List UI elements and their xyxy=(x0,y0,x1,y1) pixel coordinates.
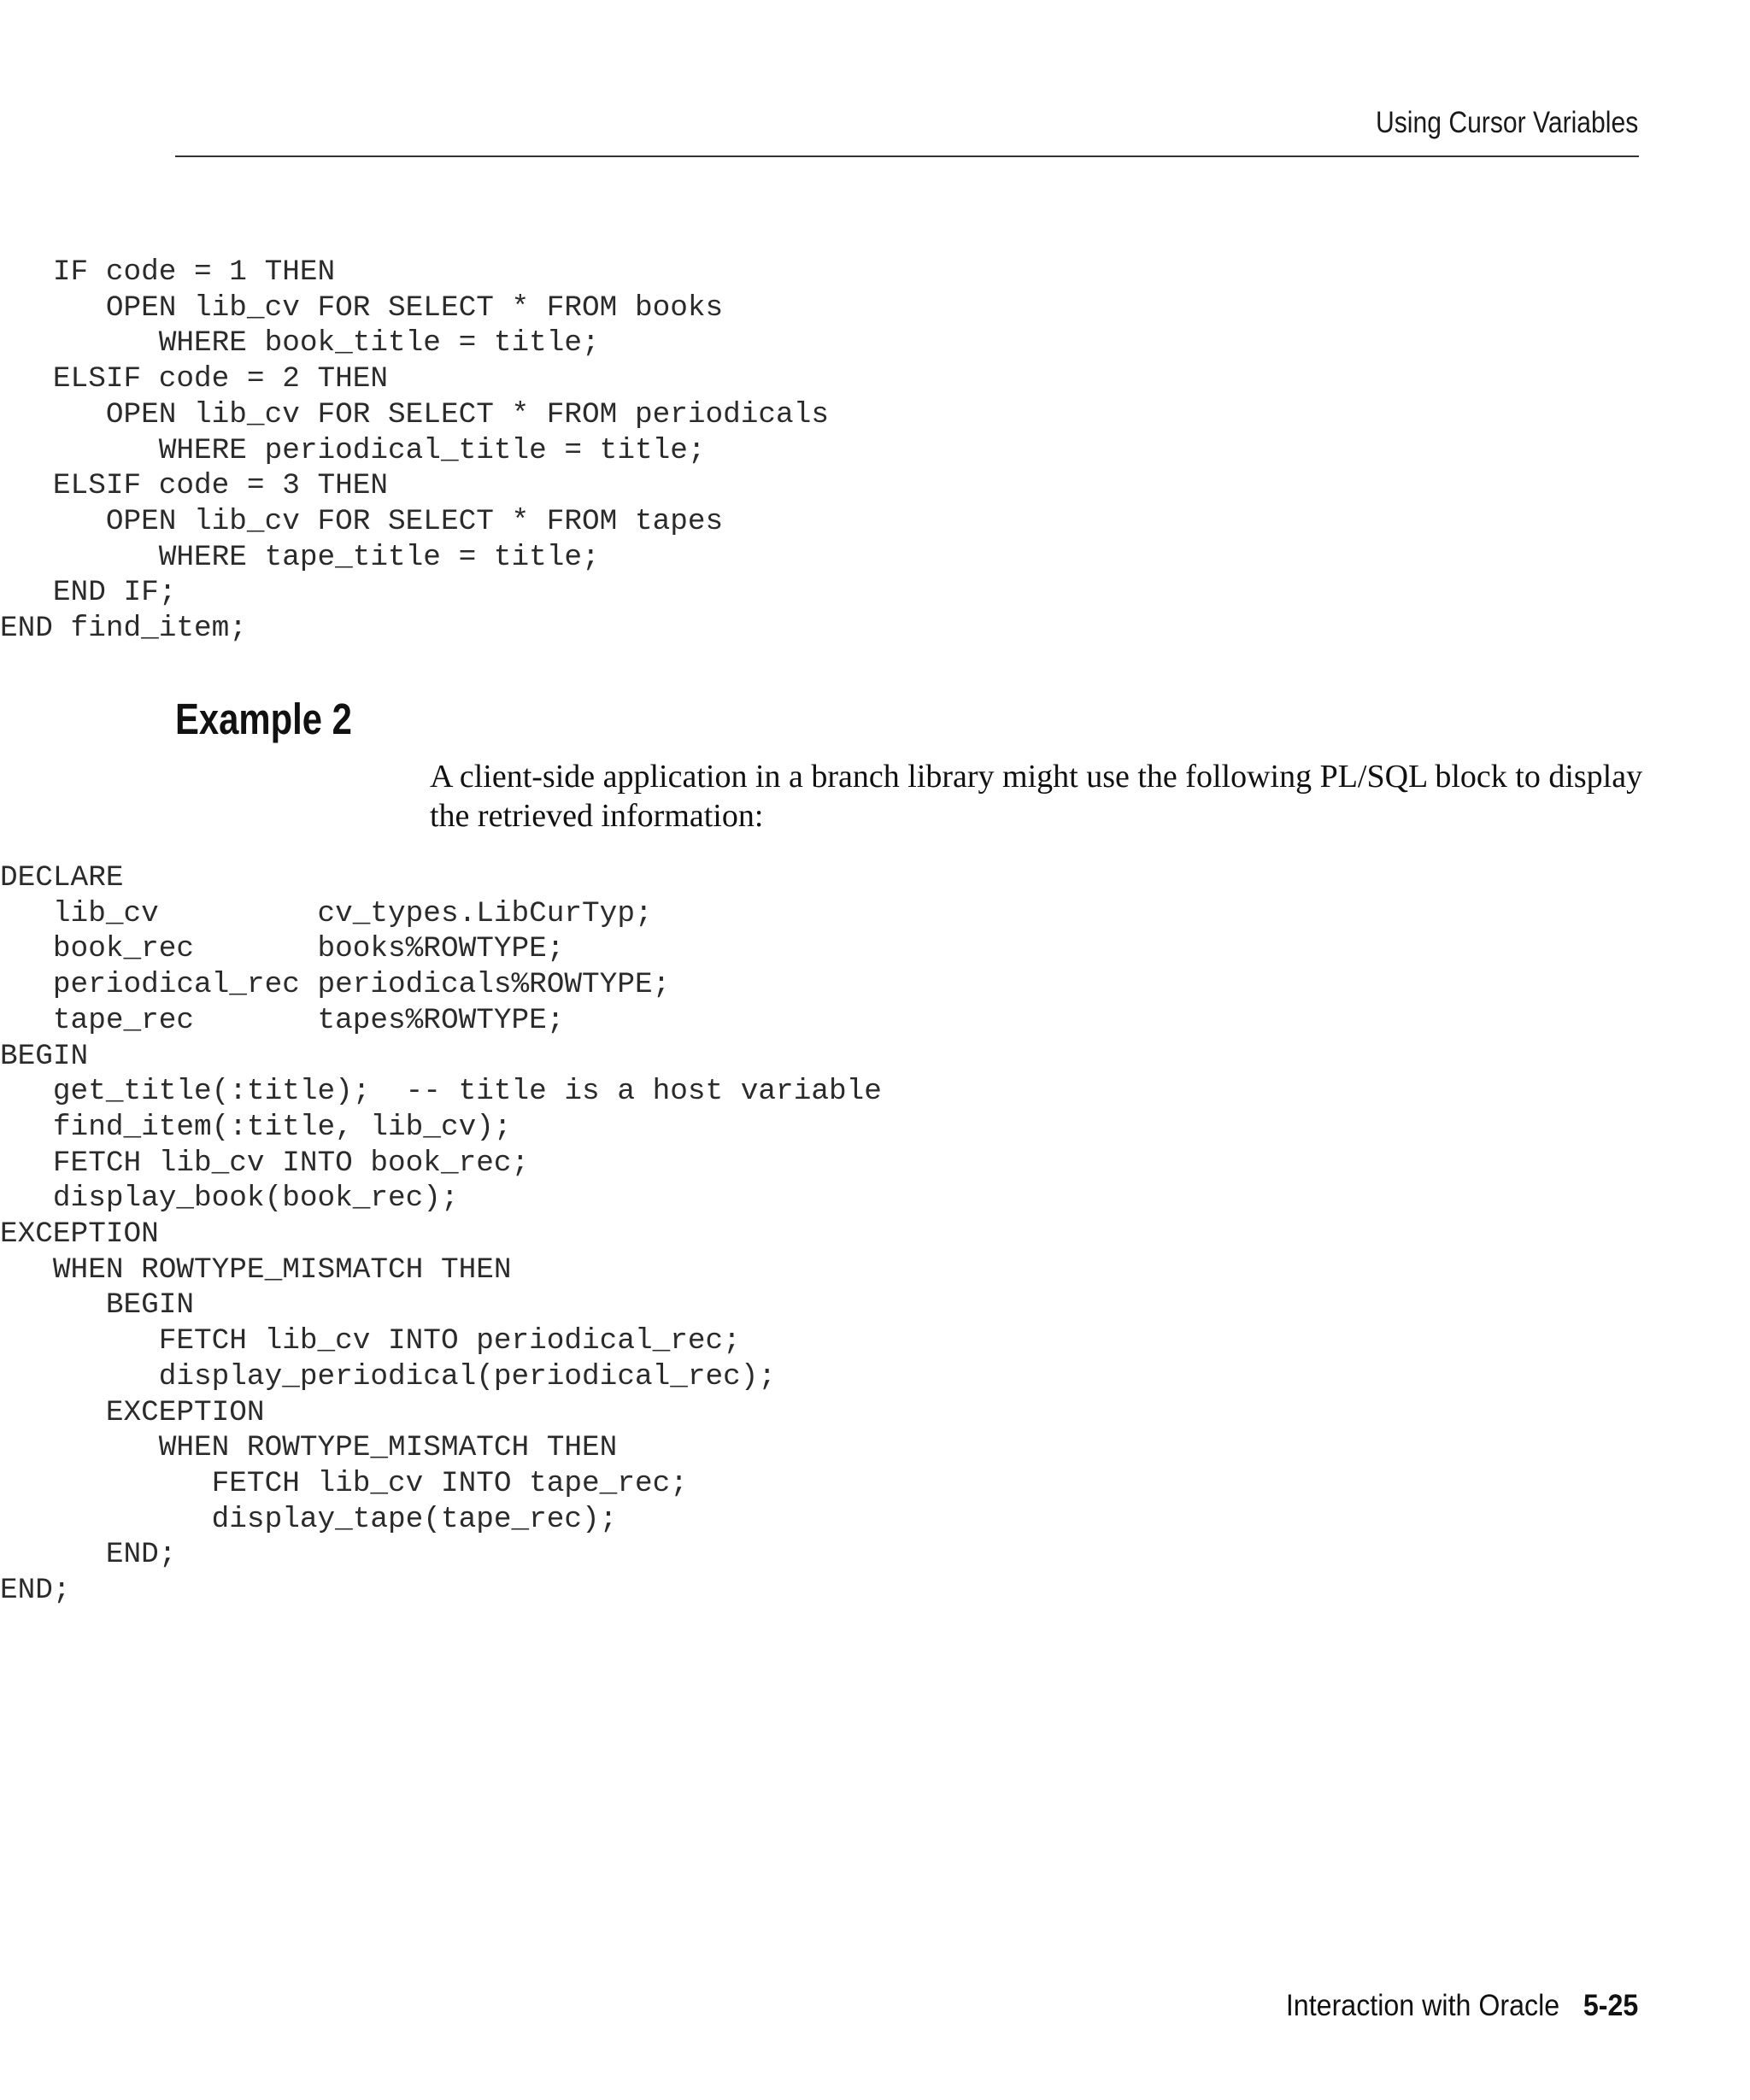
code-line: END find_item; xyxy=(0,612,247,646)
code-line: find_item(:title, lib_cv); xyxy=(0,1110,512,1144)
code-line: ELSIF code = 2 THEN xyxy=(0,362,389,396)
code-line: periodical_rec periodicals%ROWTYPE; xyxy=(0,968,671,1002)
code-line: BEGIN xyxy=(0,1288,195,1323)
code-line: END; xyxy=(0,1538,177,1572)
code-line: lib_cv cv_types.LibCurTyp; xyxy=(0,896,653,930)
code-line: IF code = 1 THEN xyxy=(0,255,336,289)
code-block-find-item-end xyxy=(0,255,829,647)
code-line: book_rec books%ROWTYPE; xyxy=(0,932,565,966)
code-block-example-2 xyxy=(0,860,882,1609)
code-line: END; xyxy=(0,1574,71,1608)
code-line: tape_rec tapes%ROWTYPE; xyxy=(0,1003,565,1037)
section-heading: Example 2 xyxy=(175,695,352,743)
code-line: get_title(:title); -- title is a host variable xyxy=(0,1075,882,1109)
code-line: FETCH lib_cv INTO book_rec; xyxy=(0,1146,530,1180)
code-line: OPEN lib_cv FOR SELECT * FROM books xyxy=(0,290,724,325)
page-footer xyxy=(1286,1989,1638,2023)
code-line: display_periodical(periodical_rec); xyxy=(0,1359,777,1393)
code-line: WHERE periodical_title = title; xyxy=(0,433,706,467)
code-line: WHEN ROWTYPE_MISMATCH THEN xyxy=(0,1431,618,1465)
footer-chapter-title: Interaction with Oracle xyxy=(1285,1989,1559,2022)
running-header-title: Using Cursor Variables xyxy=(1375,106,1638,139)
code-line: WHERE book_title = title; xyxy=(0,326,600,361)
code-line: WHEN ROWTYPE_MISMATCH THEN xyxy=(0,1252,512,1287)
code-line: DECLARE xyxy=(0,861,124,895)
code-line: display_tape(tape_rec); xyxy=(0,1502,618,1536)
header-divider xyxy=(175,155,1639,157)
code-line: OPEN lib_cv FOR SELECT * FROM tapes xyxy=(0,504,724,538)
code-line: OPEN lib_cv FOR SELECT * FROM periodicals xyxy=(0,397,829,431)
code-line: EXCEPTION xyxy=(0,1395,265,1429)
code-line: EXCEPTION xyxy=(0,1217,159,1252)
code-line: WHERE tape_title = title; xyxy=(0,540,600,574)
code-line: ELSIF code = 3 THEN xyxy=(0,469,389,503)
intro-paragraph: A client-side application in a branch library might use the following PL/SQL block to display the retrieved information: xyxy=(430,759,1643,834)
page-number: 5-25 xyxy=(1583,1989,1638,2022)
code-line: FETCH lib_cv INTO periodical_rec; xyxy=(0,1324,741,1358)
code-line: END IF; xyxy=(0,576,177,610)
code-line: BEGIN xyxy=(0,1039,89,1073)
code-line: FETCH lib_cv INTO tape_rec; xyxy=(0,1466,688,1500)
code-line: display_book(book_rec); xyxy=(0,1182,459,1216)
